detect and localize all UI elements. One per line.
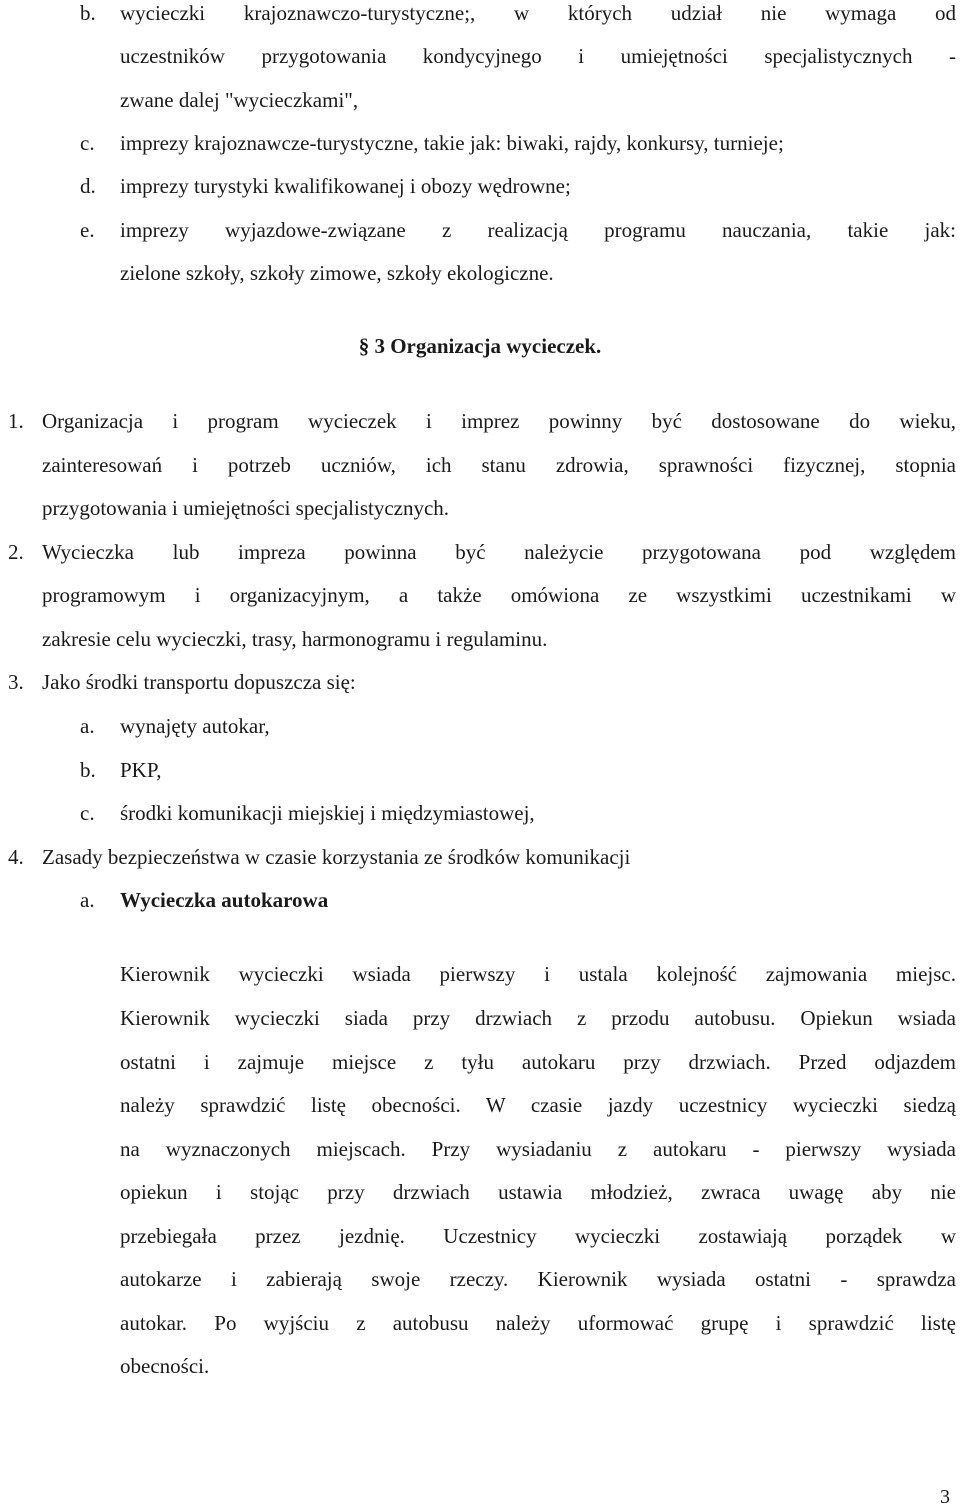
list-item-text: środki komunikacji miejskiej i międzymiastowej, — [120, 801, 535, 825]
text-line: wycieczki krajoznawczo-turystyczne;, w których udział nie wymaga od — [120, 1, 956, 25]
text-line: należy sprawdzić listę obecności. W czasie jazdy uczestnicy wycieczki siedzą — [120, 1093, 956, 1117]
page-number: 3 — [940, 1486, 950, 1508]
text-line: na wyznaczonych miejscach. Przy wysiadaniu z autokaru - pierwszy wysiada — [120, 1137, 956, 1161]
section-heading: § 3 Organizacja wycieczek. — [358, 334, 602, 358]
text-line: Zasady bezpieczeństwa w czasie korzystania ze środków komunikacji — [42, 845, 631, 869]
list-marker: b. — [80, 1, 96, 25]
list-marker: c. — [80, 131, 95, 155]
text-line: opiekun i stojąc przy drzwiach ustawia młodzież, zwraca uwagę aby nie — [120, 1180, 956, 1204]
text-line: imprezy wyjazdowe-związane z realizacją programu nauczania, takie jak: — [120, 218, 956, 242]
text-line: Kierownik wycieczki siada przy drzwiach z przodu autobusu. Opiekun wsiada — [120, 1006, 956, 1030]
text-line: obecności. — [120, 1354, 210, 1378]
text-line: Organizacja i program wycieczek i imprez powinny być dostosowane do wieku, — [42, 409, 956, 433]
list-marker: e. — [80, 218, 95, 242]
subsection-title: Wycieczka autokarowa — [120, 888, 329, 912]
list-marker: 4. — [8, 845, 24, 869]
text-line: zielone szkoły, szkoły zimowe, szkoły ekologiczne. — [120, 261, 554, 285]
list-item-text: PKP, — [120, 758, 162, 782]
text-line: zwane dalej "wycieczkami", — [120, 88, 359, 112]
text-line: autokarze i zabierają swoje rzeczy. Kierownik wysiada ostatni - sprawdza — [120, 1267, 956, 1291]
list-marker: 1. — [8, 409, 24, 433]
list-marker: 3. — [8, 670, 24, 694]
list-item-text: wynajęty autokar, — [120, 714, 270, 738]
text-line: Jako środki transportu dopuszcza się: — [42, 670, 356, 694]
list-marker: 2. — [8, 540, 24, 564]
list-marker: b. — [80, 758, 96, 782]
text-line: zainteresowań i potrzeb uczniów, ich stanu zdrowia, sprawności fizycznej, stopnia — [42, 453, 956, 477]
text-line: przygotowania i umiejętności specjalistycznych. — [42, 496, 450, 520]
list-marker: d. — [80, 174, 96, 198]
text-line: programowym i organizacyjnym, a także omówiona ze wszystkimi uczestnikami w — [42, 583, 956, 607]
text-line: przebiegała przez jezdnię. Uczestnicy wycieczki zostawiają porządek w — [120, 1224, 956, 1248]
text-line: imprezy turystyki kwalifikowanej i obozy wędrowne; — [120, 174, 571, 198]
text-line: Kierownik wycieczki wsiada pierwszy i ustala kolejność zajmowania miejsc. — [120, 962, 956, 986]
list-marker: c. — [80, 801, 95, 825]
text-line: zakresie celu wycieczki, trasy, harmonogramu i regulaminu. — [42, 627, 548, 651]
text-line: ostatni i zajmuje miejsce z tyłu autokaru przy drzwiach. Przed odjazdem — [120, 1050, 956, 1074]
list-marker: a. — [80, 888, 95, 912]
text-line: imprezy krajoznawcze-turystyczne, takie jak: biwaki, rajdy, konkursy, turnieje; — [120, 131, 784, 155]
list-marker: a. — [80, 714, 95, 738]
text-line: Wycieczka lub impreza powinna być należycie przygotowana pod względem — [42, 540, 956, 564]
text-line: autokar. Po wyjściu z autobusu należy uformować grupę i sprawdzić listę — [120, 1311, 956, 1335]
text-line: uczestników przygotowania kondycyjnego i umiejętności specjalistycznych - — [120, 44, 956, 68]
